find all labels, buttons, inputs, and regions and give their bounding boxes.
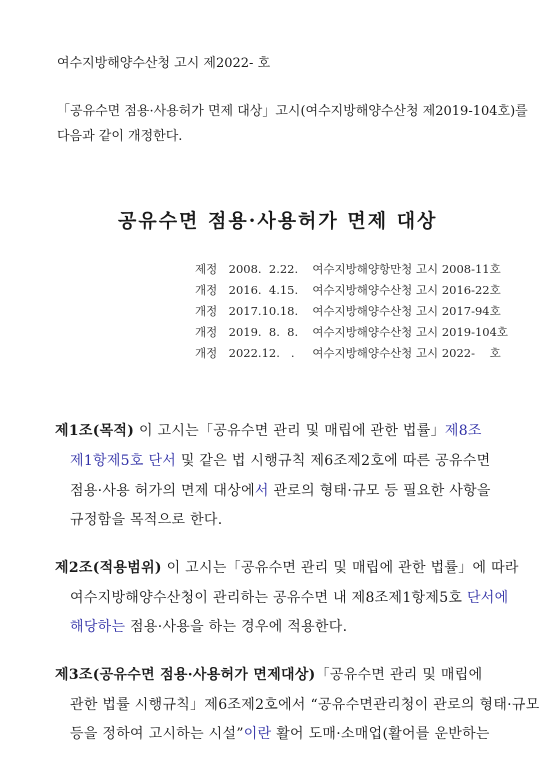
history-type: 개정	[195, 283, 218, 297]
article-1-text: 관로의 형태·규모 등 필요한 사항을	[268, 483, 491, 499]
article-2-text: 여수지방해양수산청이 관리하는 공유수면 내 제8조제1항제5호	[70, 590, 467, 606]
article-3-ref: 이란	[243, 726, 272, 742]
article-2-ref: 해당하는	[70, 619, 126, 635]
article-2-text: 점용·사용을 하는 경우에 적용한다.	[125, 619, 348, 635]
history-type: 개정	[195, 346, 218, 360]
history-type: 개정	[195, 304, 218, 318]
article-1-line-4: 규정함을 목적으로 한다.	[70, 512, 223, 528]
article-3-line-2: 관한 법률 시행규칙」제6조제2호에서 “공유수면관리청이 관로의 형태·규모	[70, 697, 540, 713]
history-date: 2017.10.18.	[228, 304, 299, 318]
article-3-heading: 제3조(공유수면 점용·사용허가 면제대상)	[55, 667, 316, 683]
history-text: 여수지방해양수산청 고시 2019-104호	[312, 325, 509, 339]
history-text: 여수지방해양수산청 고시 2017-94호	[312, 304, 501, 318]
article-2-text: 이 고시는「공유수면 관리 및 매립에 관한 법률」에 따라	[161, 560, 519, 576]
article-1-heading: 제1조(목적)	[55, 423, 135, 439]
article-1-line-2	[70, 450, 490, 470]
article-3-line-1	[55, 664, 482, 684]
history-type: 제정	[195, 262, 218, 276]
history-row	[195, 345, 501, 361]
article-3-line-3	[70, 723, 490, 743]
article-1-ref: 제8조	[444, 423, 482, 439]
article-2-line-2	[70, 587, 508, 607]
article-3-text: 활어 도매·소매업(활어를 운반하는	[271, 726, 490, 742]
article-1-line-1	[55, 420, 482, 440]
article-3-text: 「공유수면 관리 및 매립에	[315, 667, 483, 683]
history-row	[195, 261, 501, 277]
article-1-line-3	[70, 480, 491, 500]
history-text: 여수지방해양항만청 고시 2008-11호	[312, 262, 501, 276]
article-2-ref: 단서에	[466, 590, 509, 606]
history-row	[195, 282, 501, 298]
article-2-line-3	[70, 616, 347, 636]
history-type: 개정	[195, 325, 218, 339]
intro-line-1: 「공유수면 점용·사용허가 면제 대상」고시(여수지방해양수산청 제2019-104호)를	[57, 104, 528, 119]
history-text: 여수지방해양수산청 고시 2022- 호	[312, 346, 501, 360]
intro-line-2: 다음과 같이 개정한다.	[57, 129, 183, 144]
article-3-text: 등을 정하여 고시하는 시설”	[70, 726, 244, 742]
history-row	[195, 324, 508, 340]
history-date: 2022.12. .	[228, 346, 295, 360]
article-1-ref: 서	[254, 483, 269, 499]
article-1-text: 이 고시는「공유수면 관리 및 매립에 관한 법률」	[134, 423, 445, 439]
article-1-text: 점용·사용 허가의 면제 대상에	[70, 483, 255, 499]
history-row	[195, 303, 501, 319]
article-1-text: 및 같은 법 시행규칙 제6조제2호에 따른 공유수면	[176, 453, 491, 469]
document-title: 공유수면 점용·사용허가 면제 대상	[118, 210, 438, 232]
history-date: 2008. 2.22.	[228, 262, 299, 276]
notice-header: 여수지방해양수산청 고시 제2022- 호	[57, 56, 271, 71]
history-text: 여수지방해양수산청 고시 2016-22호	[312, 283, 501, 297]
article-2-line-1	[55, 557, 519, 577]
history-date: 2016. 4.15.	[228, 283, 299, 297]
history-date: 2019. 8. 8.	[228, 325, 299, 339]
article-2-heading: 제2조(적용범위)	[55, 560, 162, 576]
article-1-ref: 제1항제5호 단서	[70, 453, 177, 469]
